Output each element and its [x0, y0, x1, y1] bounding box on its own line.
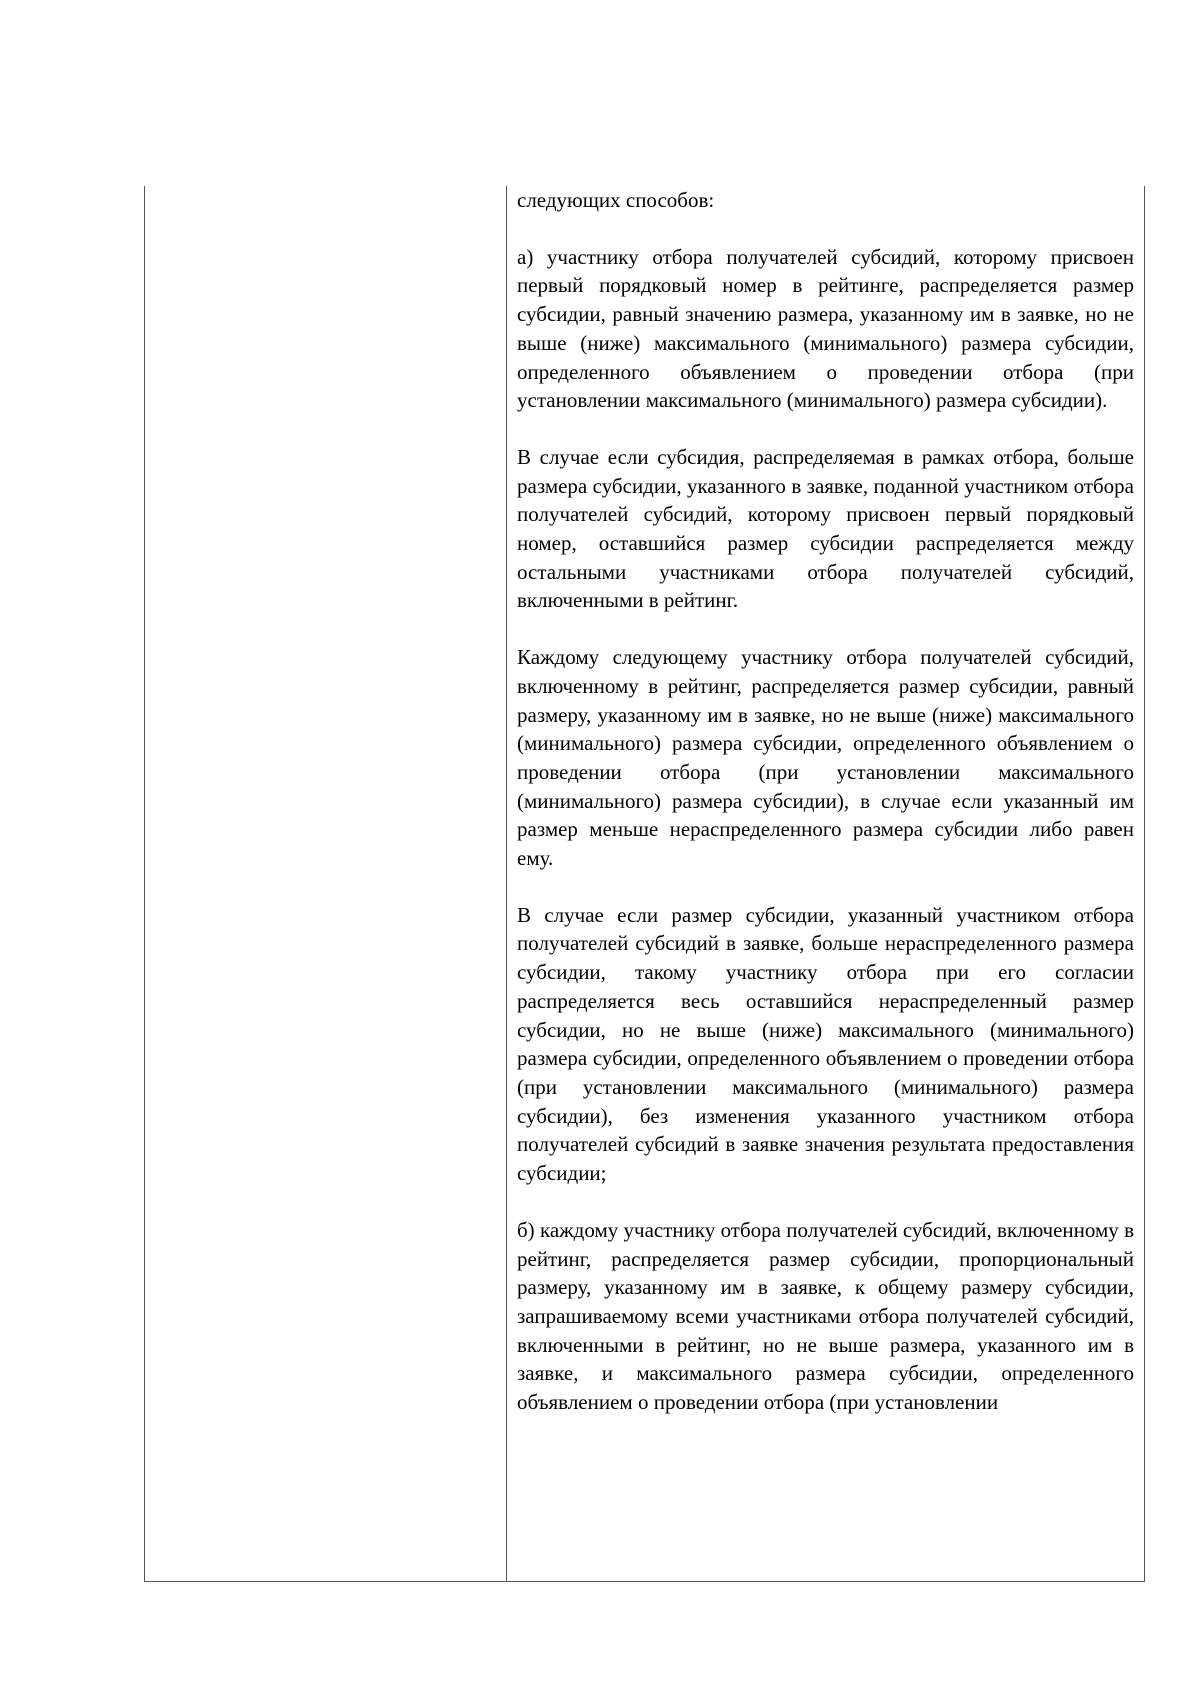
paragraph-exceeding-request: В случае если размер субсидии, указанный участником отбора получателей субсидий в заявке, больше нераспределенного размера субсидии, такому участнику отбора при его согласии распределяется весь оставшийся нераспределенный размер субсидии, но не выше (ниже) максимального (минимального) размера субсидии, определенного объявлением о проведении отбора (при установлении максимального (минимального) размера субсидии), без изменения указанного участником отбора получателей субсидий в заявке значения результата предоставления субсидии; [517, 902, 1134, 1186]
paragraph-intro: следующих способов: [517, 188, 715, 212]
table-right-cell [517, 186, 1134, 1417]
document-table [144, 186, 1145, 1582]
paragraph-item-b: б) каждому участнику отбора получателей субсидий, включенному в рейтинг, распределяется размер субсидии, пропорциональный размеру, указанному им в заявке, к общему размеру субсидии, запрашиваемому всеми участниками отбора получателей субсидий, включенными в рейтинг, но не выше размера, указанного им в заявке, и максимального размера субсидии, определенного объявлением о проведении отбора (при установлении [517, 1217, 1134, 1415]
paragraph-next-participant: Каждому следующему участнику отбора получателей субсидий, включенному в рейтинг, распределяется размер субсидии, равный размеру, указанному им в заявке, но не выше (ниже) максимального (минимального) размера субсидии, определенного объявлением о проведении отбора (при установлении максимального (минимального) размера субсидии), в случае если указанный им размер меньше нераспределенного размера субсидии либо равен ему. [517, 645, 1134, 871]
table-left-cell-empty [145, 186, 506, 1581]
paragraph-remaining-subsidy: В случае если субсидия, распределяемая в рамках отбора, больше размера субсидии, указанного в заявке, поданной участником отбора получателей субсидий, которому присвоен первый порядковый номер, оставшийся размер субсидии распределяется между остальными участниками отбора получателей субсидий, включенными в рейтинг. [517, 444, 1134, 613]
column-divider [506, 186, 507, 1581]
paragraph-item-a: а) участнику отбора получателей субсидий, которому присвоен первый порядковый номер в рейтинге, распределяется размер субсидии, равный значению размера, указанному им в заявке, но не выше (ниже) максимального (минимального) размера субсидии, определенного объявлением о проведении отбора (при установлении максимального (минимального) размера субсидии). [517, 244, 1134, 413]
